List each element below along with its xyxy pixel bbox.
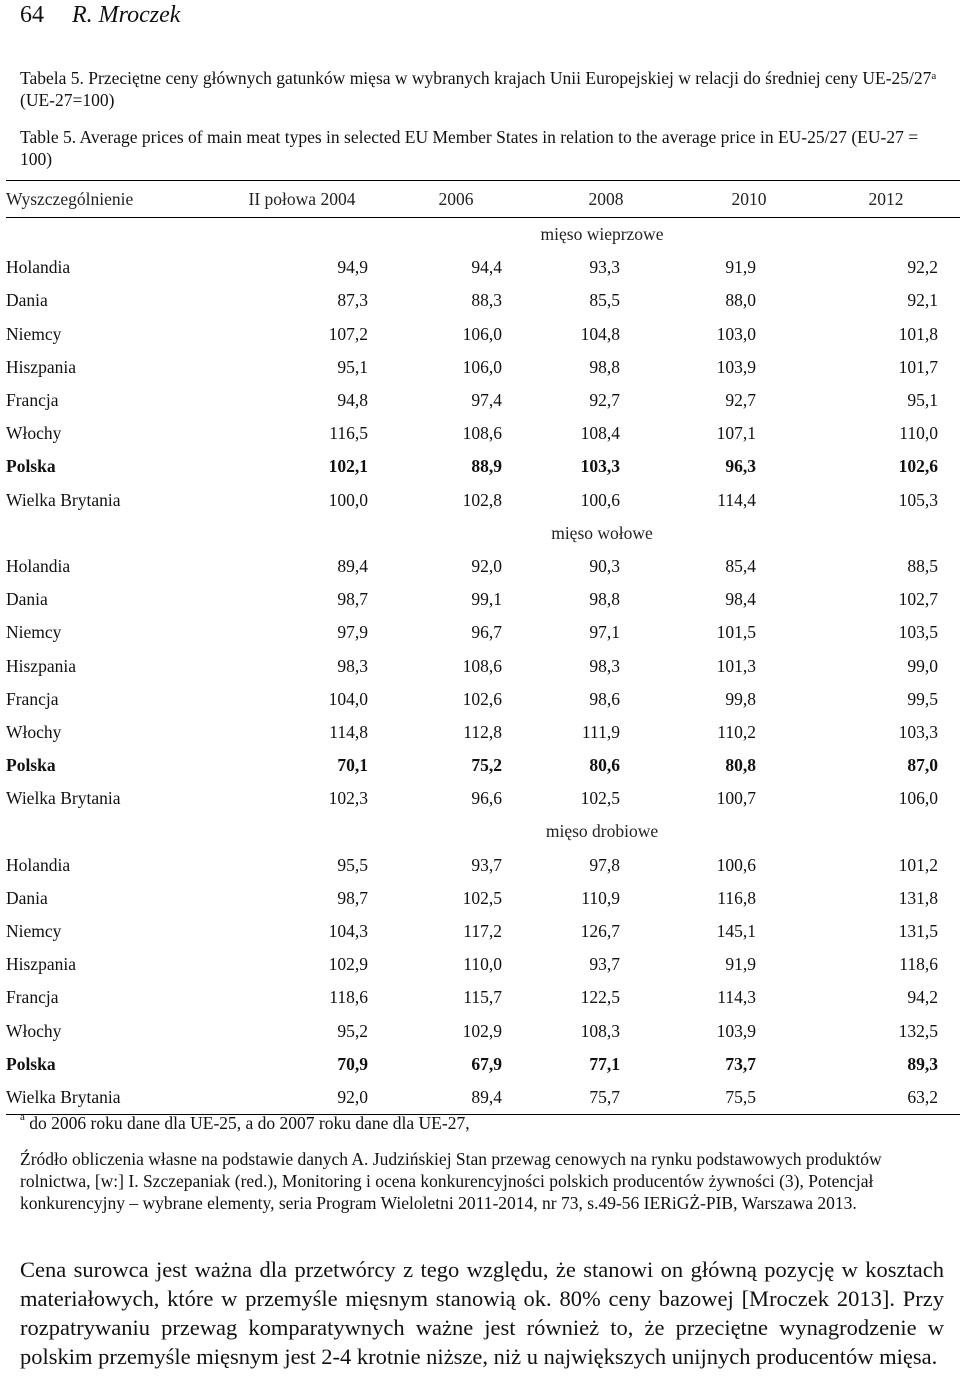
table-row bbox=[6, 384, 960, 417]
table-row bbox=[6, 417, 960, 450]
table-row bbox=[6, 782, 960, 815]
value-cell: 102,3 bbox=[328, 788, 368, 809]
value-cell: 118,6 bbox=[329, 987, 368, 1008]
value-cell: 88,5 bbox=[907, 555, 938, 576]
value-cell: 103,9 bbox=[716, 1020, 756, 1041]
value-cell: 90,3 bbox=[589, 555, 620, 576]
value-cell: 110,9 bbox=[581, 887, 620, 908]
value-cell: 98,6 bbox=[589, 688, 620, 709]
column-header: Wyszczególnienie bbox=[6, 181, 218, 218]
value-cell: 80,6 bbox=[589, 755, 620, 776]
value-cell: 96,7 bbox=[471, 622, 502, 643]
value-cell: 102,6 bbox=[462, 688, 502, 709]
price-table bbox=[6, 180, 960, 1115]
value-cell: 88,9 bbox=[471, 456, 502, 477]
value-cell: 110,2 bbox=[717, 721, 756, 742]
running-head-author: R. Mroczek bbox=[72, 2, 181, 28]
value-cell: 103,0 bbox=[716, 323, 756, 344]
table-row bbox=[6, 284, 960, 317]
value-cell: 85,5 bbox=[589, 290, 620, 311]
table-row bbox=[6, 550, 960, 583]
caption-pl-tail: (UE-27=100) bbox=[20, 90, 115, 110]
body-paragraph: Cena surowca jest ważna dla przetwórcy z tego względu, że stanowi on główną pozycję w kosztach materiałowych, które w przemyśle mięsnym stanowią ok. 80% ceny bazowej [Mroczek 2013]. Przy rozpatrywaniu przewag komparatywnych ważne jest również to, że przeciętne wynagrodzenie w polskim przemyśle mięsnym jest 2-4 krotnie niższe, niż u największych unijnych producentów mięsa. bbox=[20, 1257, 944, 1369]
value-cell: 115,7 bbox=[463, 987, 502, 1008]
value-cell: 89,3 bbox=[907, 1053, 938, 1074]
value-cell: 63,2 bbox=[812, 1081, 960, 1115]
section-header-row bbox=[6, 218, 960, 252]
value-cell: 100,7 bbox=[716, 788, 756, 809]
value-cell: 114,8 bbox=[329, 721, 368, 742]
value-cell: 117,2 bbox=[463, 921, 502, 942]
value-cell: 101,3 bbox=[716, 655, 756, 676]
value-cell: 110,0 bbox=[899, 423, 938, 444]
table-row bbox=[6, 649, 960, 682]
country-cell: Dania bbox=[6, 887, 48, 908]
value-cell: 85,4 bbox=[725, 555, 756, 576]
table-row bbox=[6, 882, 960, 915]
table-row bbox=[6, 716, 960, 749]
country-cell: Francja bbox=[6, 987, 59, 1008]
country-cell: Polska bbox=[6, 456, 56, 477]
table-row bbox=[6, 583, 960, 616]
value-cell: 99,0 bbox=[907, 655, 938, 676]
table-row bbox=[6, 251, 960, 284]
value-cell: 98,4 bbox=[725, 589, 756, 610]
table-row bbox=[6, 683, 960, 716]
source-note: Źródło obliczenia własne na podstawie danych A. Judzińskiej Stan przewag cenowych na rynku podstawowych produktów rolnictwa, [w:] I. Szczepaniak (red.), Monitoring i ocena konkurencyjności polskich producentów żywności (3), Potencjał konkurencyjny – wybrane elementy, seria Program Wieloletni 2011-2014, nr 73, s.49-56 IERiGŻ-PIB, Warszawa 2013. bbox=[20, 1149, 882, 1213]
country-cell: Polska bbox=[6, 1053, 56, 1074]
country-cell: Włochy bbox=[6, 423, 62, 444]
section-title: mięso drobiowe bbox=[545, 821, 659, 842]
table-row bbox=[6, 948, 960, 981]
footnote-sup: a bbox=[20, 1111, 25, 1123]
column-header: 2006 bbox=[386, 181, 526, 218]
table-row bbox=[6, 915, 960, 948]
value-cell: 103,9 bbox=[716, 356, 756, 377]
value-cell: 87,3 bbox=[337, 290, 368, 311]
country-cell: Francja bbox=[6, 390, 59, 411]
section-header-row bbox=[6, 815, 960, 848]
value-cell: 92,2 bbox=[907, 257, 938, 278]
value-cell: 107,2 bbox=[328, 323, 368, 344]
value-cell: 102,8 bbox=[462, 489, 502, 510]
value-cell: 98,3 bbox=[589, 655, 620, 676]
value-cell: 104,3 bbox=[328, 921, 368, 942]
value-cell: 131,5 bbox=[898, 921, 938, 942]
value-cell: 106,0 bbox=[462, 356, 502, 377]
table-caption-en: Table 5. Average prices of main meat types in selected EU Member States in relation to the average price in EU-25/27 (EU-27 = 100) bbox=[20, 127, 919, 169]
value-cell: 75,7 bbox=[526, 1081, 686, 1115]
value-cell: 104,8 bbox=[580, 323, 620, 344]
value-cell: 105,3 bbox=[898, 489, 938, 510]
column-header: 2010 bbox=[686, 181, 812, 218]
country-cell: Polska bbox=[6, 755, 56, 776]
value-cell: 114,4 bbox=[717, 489, 756, 510]
value-cell: 108,6 bbox=[462, 655, 502, 676]
value-cell: 103,5 bbox=[898, 622, 938, 643]
value-cell: 87,0 bbox=[907, 755, 938, 776]
value-cell: 110,0 bbox=[463, 954, 502, 975]
value-cell: 91,9 bbox=[725, 257, 756, 278]
value-cell: 92,0 bbox=[218, 1081, 386, 1115]
table-row bbox=[6, 450, 960, 483]
footnote-text: do 2006 roku dane dla UE-25, a do 2007 roku dane dla UE-27, bbox=[24, 1113, 470, 1133]
value-cell: 101,8 bbox=[898, 323, 938, 344]
country-cell: Hiszpania bbox=[6, 954, 76, 975]
table-row bbox=[6, 616, 960, 649]
table-row bbox=[6, 1081, 960, 1115]
value-cell: 111,9 bbox=[581, 721, 620, 742]
value-cell: 118,6 bbox=[899, 954, 938, 975]
value-cell: 102,5 bbox=[462, 887, 502, 908]
table-row bbox=[6, 318, 960, 351]
value-cell: 101,2 bbox=[898, 854, 938, 875]
value-cell: 106,0 bbox=[462, 323, 502, 344]
value-cell: 93,3 bbox=[589, 257, 620, 278]
table-footnote bbox=[20, 1113, 470, 1134]
value-cell: 92,0 bbox=[471, 555, 502, 576]
country-cell: Holandia bbox=[6, 257, 71, 278]
value-cell: 100,0 bbox=[328, 489, 368, 510]
value-cell: 126,7 bbox=[580, 921, 620, 942]
value-cell: 94,9 bbox=[337, 257, 368, 278]
value-cell: 70,9 bbox=[337, 1053, 368, 1074]
value-cell: 67,9 bbox=[471, 1053, 502, 1074]
country-cell: Włochy bbox=[6, 721, 62, 742]
value-cell: 102,6 bbox=[898, 456, 938, 477]
value-cell: 116,5 bbox=[329, 423, 368, 444]
column-header: 2008 bbox=[526, 181, 686, 218]
value-cell: 101,7 bbox=[898, 356, 938, 377]
value-cell: 96,6 bbox=[471, 788, 502, 809]
value-cell: 131,8 bbox=[898, 887, 938, 908]
value-cell: 99,8 bbox=[725, 688, 756, 709]
value-cell: 108,3 bbox=[580, 1020, 620, 1041]
value-cell: 95,1 bbox=[337, 356, 368, 377]
value-cell: 97,4 bbox=[471, 390, 502, 411]
value-cell: 100,6 bbox=[580, 489, 620, 510]
value-cell: 112,8 bbox=[463, 721, 502, 742]
country-cell: Niemcy bbox=[6, 921, 62, 942]
country-cell: Wielka Brytania bbox=[6, 1081, 218, 1115]
value-cell: 99,1 bbox=[471, 589, 502, 610]
value-cell: 108,6 bbox=[462, 423, 502, 444]
value-cell: 102,7 bbox=[898, 589, 938, 610]
value-cell: 97,9 bbox=[337, 622, 368, 643]
country-cell: Holandia bbox=[6, 555, 71, 576]
value-cell: 103,3 bbox=[898, 721, 938, 742]
value-cell: 108,4 bbox=[580, 423, 620, 444]
value-cell: 92,7 bbox=[589, 390, 620, 411]
table-row bbox=[6, 351, 960, 384]
table-row bbox=[6, 749, 960, 782]
column-header: II połowa 2004 bbox=[218, 181, 386, 218]
value-cell: 97,1 bbox=[589, 622, 620, 643]
value-cell: 91,9 bbox=[725, 954, 756, 975]
value-cell: 94,2 bbox=[907, 987, 938, 1008]
value-cell: 116,8 bbox=[717, 887, 756, 908]
table-row bbox=[6, 484, 960, 517]
value-cell: 77,1 bbox=[589, 1053, 620, 1074]
caption-pl-text: Tabela 5. Przeciętne ceny głównych gatunków mięsa w wybranych krajach Unii Europejskiej w relacji do średniej ceny UE-25/27 bbox=[20, 68, 932, 88]
value-cell: 95,5 bbox=[337, 854, 368, 875]
value-cell: 75,5 bbox=[686, 1081, 812, 1115]
table-row bbox=[6, 849, 960, 882]
country-cell: Niemcy bbox=[6, 622, 62, 643]
table-row bbox=[6, 1048, 960, 1081]
value-cell: 94,8 bbox=[337, 390, 368, 411]
section-header-row bbox=[6, 517, 960, 550]
value-cell: 93,7 bbox=[589, 954, 620, 975]
value-cell: 114,3 bbox=[717, 987, 756, 1008]
section-title: mięso wołowe bbox=[551, 522, 653, 543]
value-cell: 99,5 bbox=[907, 688, 938, 709]
value-cell: 96,3 bbox=[725, 456, 756, 477]
value-cell: 95,2 bbox=[337, 1020, 368, 1041]
value-cell: 89,4 bbox=[386, 1081, 526, 1115]
value-cell: 98,7 bbox=[337, 887, 368, 908]
value-cell: 145,1 bbox=[716, 921, 756, 942]
value-cell: 88,3 bbox=[471, 290, 502, 311]
country-cell: Wielka Brytania bbox=[6, 788, 121, 809]
value-cell: 80,8 bbox=[725, 755, 756, 776]
table-header-row bbox=[6, 181, 960, 218]
value-cell: 102,9 bbox=[328, 954, 368, 975]
country-cell: Niemcy bbox=[6, 323, 62, 344]
value-cell: 89,4 bbox=[337, 555, 368, 576]
table-row bbox=[6, 1015, 960, 1048]
value-cell: 93,7 bbox=[471, 854, 502, 875]
value-cell: 101,5 bbox=[716, 622, 756, 643]
table-row bbox=[6, 981, 960, 1014]
value-cell: 122,5 bbox=[580, 987, 620, 1008]
value-cell: 94,4 bbox=[471, 257, 502, 278]
value-cell: 103,3 bbox=[580, 456, 620, 477]
value-cell: 132,5 bbox=[898, 1020, 938, 1041]
country-cell: Dania bbox=[6, 290, 48, 311]
value-cell: 104,0 bbox=[328, 688, 368, 709]
value-cell: 98,7 bbox=[337, 589, 368, 610]
table-body bbox=[6, 218, 960, 1115]
country-cell: Hiszpania bbox=[6, 356, 76, 377]
page-number: 64 bbox=[20, 2, 44, 28]
value-cell: 70,1 bbox=[337, 755, 368, 776]
running-head bbox=[20, 2, 180, 29]
value-cell: 102,1 bbox=[328, 456, 368, 477]
country-cell: Włochy bbox=[6, 1020, 62, 1041]
value-cell: 98,8 bbox=[589, 589, 620, 610]
value-cell: 98,8 bbox=[589, 356, 620, 377]
section-title: mięso wieprzowe bbox=[540, 224, 664, 245]
value-cell: 98,3 bbox=[337, 655, 368, 676]
value-cell: 107,1 bbox=[716, 423, 756, 444]
value-cell: 102,5 bbox=[580, 788, 620, 809]
value-cell: 106,0 bbox=[898, 788, 938, 809]
value-cell: 97,8 bbox=[589, 854, 620, 875]
value-cell: 92,1 bbox=[907, 290, 938, 311]
country-cell: Francja bbox=[6, 688, 59, 709]
country-cell: Hiszpania bbox=[6, 655, 76, 676]
value-cell: 88,0 bbox=[725, 290, 756, 311]
value-cell: 75,2 bbox=[471, 755, 502, 776]
table-caption-pl bbox=[20, 67, 950, 111]
country-cell: Holandia bbox=[6, 854, 71, 875]
caption-pl-sup: a bbox=[931, 70, 937, 82]
country-cell: Wielka Brytania bbox=[6, 489, 121, 510]
value-cell: 102,9 bbox=[462, 1020, 502, 1041]
country-cell: Dania bbox=[6, 589, 48, 610]
value-cell: 73,7 bbox=[725, 1053, 756, 1074]
column-header: 2012 bbox=[812, 181, 960, 218]
value-cell: 100,6 bbox=[716, 854, 756, 875]
value-cell: 92,7 bbox=[725, 390, 756, 411]
value-cell: 95,1 bbox=[907, 390, 938, 411]
